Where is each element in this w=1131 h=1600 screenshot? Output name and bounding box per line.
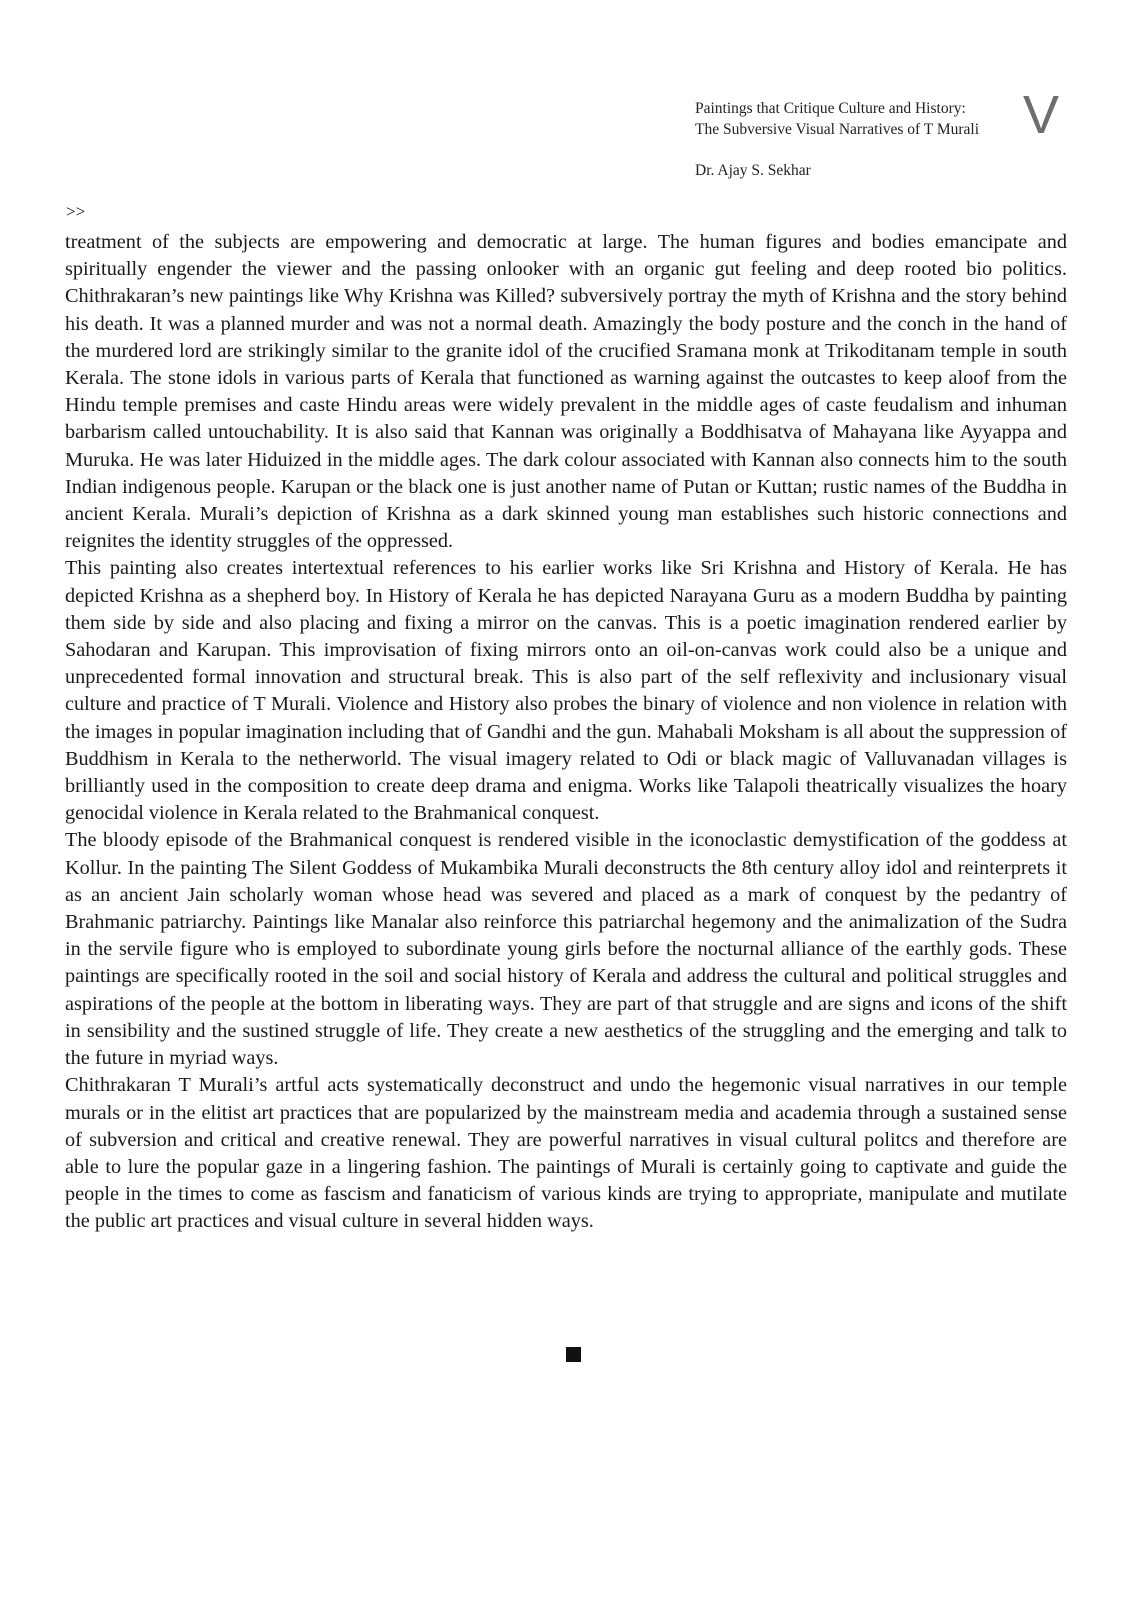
end-of-article-square-icon	[566, 1347, 581, 1362]
body-paragraph-3: The bloody episode of the Brahmanical conquest is rendered visible in the iconoclastic demystification of the goddess at Kollur. In the painting The Silent Goddess of Mukambika Murali deconstructs the 8th century alloy idol and reinterprets it as an ancient Jain scholarly woman whose head was severed and placed as a mark of conquest by the pedantry of Brahmanic patriarchy. Paintings like Manalar also reinforce this patriarchal hegemony and the animalization of the Sudra in the servile figure who is employed to subordinate young girls before the nocturnal alliance of the earthly gods. These paintings are specifically rooted in the soil and social history of Kerala and address the cultural and political struggles and aspirations of the people at the bottom in liberating ways. They are part of that struggle and are signs and icons of the shift in sensibility and the sustined struggle of life. They create a new aesthetics of the struggling and the emerging and talk to the future in myriad ways.	[65, 829, 1067, 1070]
article-title-line-1: Paintings that Critique Culture and History:	[695, 100, 966, 117]
body-paragraph-2: This painting also creates intertextual references to his earlier works like Sri Krishna and History of Kerala. He has depicted Krishna as a shepherd boy. In History of Kerala he has depicted Narayana Guru as a modern Buddha by painting them side by side and also placing and fixing a mirror on the canvas. This is a poetic imagination rendered earlier by Sahodaran and Karupan. This improvisation of fixing mirrors onto an oil-on-canvas work could also be a unique and unprecedented formal innovation and structural break. This is also part of the self reflexivity and inclusionary visual culture and practice of T Murali. Violence and History also probes the binary of violence and non violence in relation with the images in popular imagination including that of Gandhi and the gun. Mahabali Moksham is all about the suppression of Buddhism in Kerala to the netherworld. The visual imagery related to Odi or black magic of Valluvanadan villages is brilliantly used in the composition to create deep drama and enigma. Works like Talapoli theatrically visualizes the hoary genocidal violence in Kerala related to the Brahmanical conquest.	[65, 557, 1067, 825]
body-paragraph-4: Chithrakaran T Murali’s artful acts systematically deconstruct and undo the hegemonic visual narratives in our temple murals or in the elitist art practices that are popularized by the mainstream media and academia through a sustained sense of subversion and critical and creative renewal. They are powerful narratives in visual cultural politcs and therefore are able to lure the popular gaze in a lingering fashion. The paintings of Murali is certainly going to captivate and guide the people in the times to come as fascism and fanaticism of various kinds are trying to appropriate, manipulate and mutilate the public art practices and visual culture in several hidden ways.	[65, 1074, 1067, 1233]
section-letter: V	[1023, 85, 1060, 145]
continued-marker: >>	[66, 202, 86, 221]
running-header	[695, 98, 1015, 181]
author-name: Dr. Ajay S. Sekhar	[695, 162, 811, 179]
article-title-line-2: The Subversive Visual Narratives of T Murali	[695, 121, 980, 138]
article-body	[65, 229, 1067, 1236]
body-paragraph-1: treatment of the subjects are empowering and democratic at large. The human figures and bodies emancipate and spiritually engender the viewer and the passing onlooker with an organic gut feeling and deep rooted bio politics. Chithrakaran’s new paintings like Why Krishna was Killed? subversively portray the myth of Krishna and the story behind his death. It was a planned murder and was not a normal death. Amazingly the body posture and the conch in the hand of the murdered lord are strikingly similar to the granite idol of the crucified Sramana monk at Trikoditanam temple in south Kerala. The stone idols in various parts of Kerala that functioned as warning against the outcastes to keep aloof from the Hindu temple premises and caste Hindu areas were widely prevalent in the middle ages of caste feudalism and inhuman barbarism called untouchability. It is also said that Kannan was originally a Boddhisatva of Mahayana like Ayyappa and Muruka. He was later Hiduized in the middle ages. The dark colour associated with Kannan also connects him to the south Indian indigenous people. Karupan or the black one is just another name of Putan or Kuttan; rustic names of the Buddha in ancient Kerala. Murali’s depiction of Krishna as a dark skinned young man establishes such historic connections and reignites the identity struggles of the oppressed.	[65, 231, 1067, 553]
